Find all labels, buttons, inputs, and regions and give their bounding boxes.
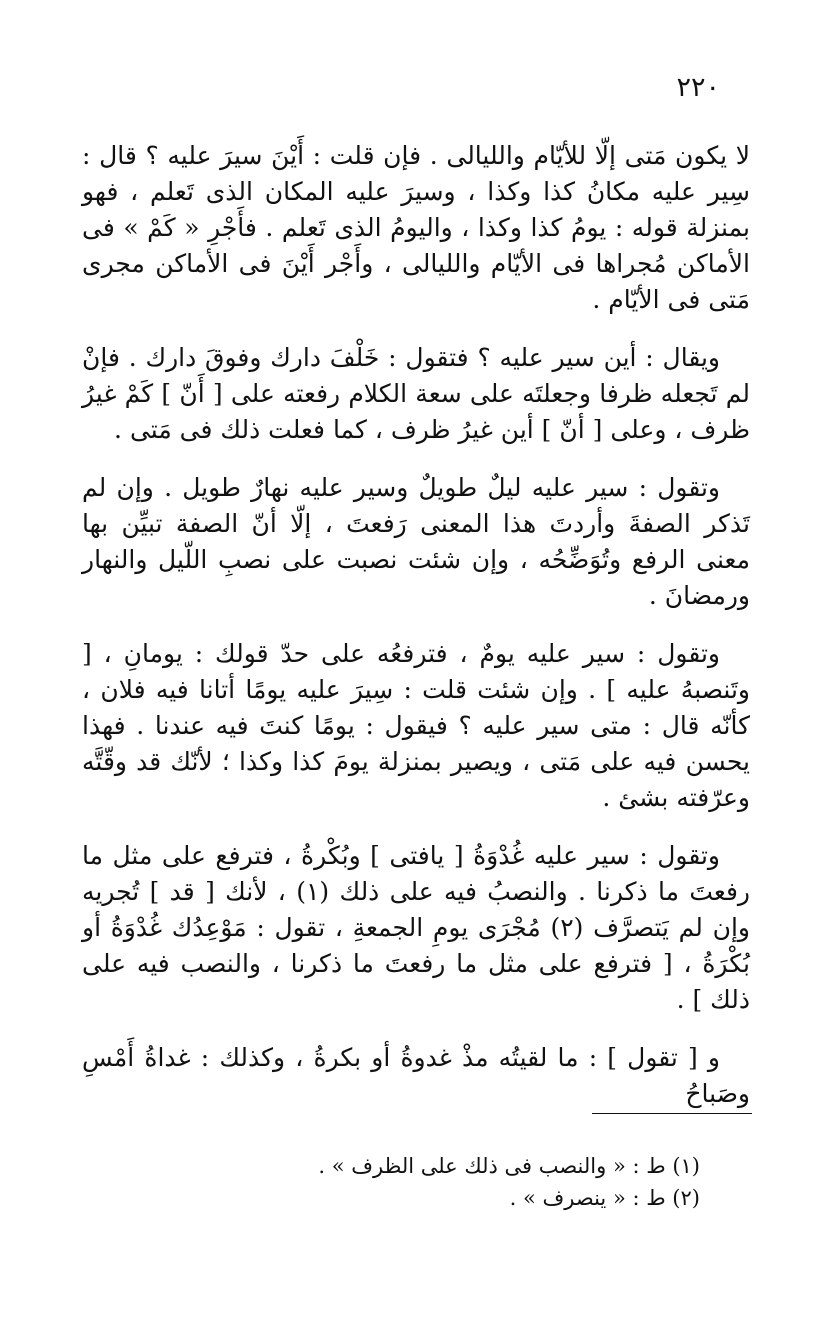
paragraph-5: وتقول : سير عليه غُدْوَةُ [ يافتى ] وبُكْرةُ ، فترفع على مثل ما رفعتَ ما ذكرنا . والنصبُ فيه على ذلك (١) ، لأنك [ قد ] تُجريه وإن لم يَتصرَّف (٢) مُجْرَى يومِ الجمعةِ ، تقول : مَوْعِدُك غُدْوَةُ أو بُكْرَةُ ، [ فترفع على مثل ما رفعتَ ما ذكرنا ، والنصب فيه على ذلك ] . [82, 841, 750, 1014]
page-number: ٢٢٠ [676, 72, 720, 103]
paragraph-4: وتقول : سير عليه يومٌ ، فترفعُه على حدّ قولك : يومانِ ، [ وتَنصبهُ عليه ] . وإن شئت قلت : سِيرَ عليه يومًا أتانا فيه فلان ، كأنّه قال : متى سير عليه ؟ فيقول : يومًا كنتَ فيه عندنا . فهذا يحسن فيه على مَتى ، ويصير بمنزلة يومَ كذا وكذا ؛ لأنّك قد وقّتَّه وعرّفته بشئ . [82, 639, 750, 812]
paragraph-1: لا يكون مَتى إلّا للأيّام والليالى . فإن قلت : أَيْنَ سيرَ عليه ؟ قال : سِير عليه مكانُ كذا وكذا ، وسيرَ عليه المكان الذى تَعلم ، فهو بمنزلة قوله : يومُ كذا وكذا ، واليومُ الذى تَعلم . فأَجْرِ « كَمْ » فى الأماكن مُجراها فى الأيّام والليالى ، وأَجْر أَيْنَ فى الأماكن مجرى مَتى فى الأيّام . [82, 141, 750, 314]
body-text [82, 138, 750, 1112]
footnote-1: (١) ط : « والنصب فى ذلك على الظرف » . [318, 1154, 700, 1178]
footnote-2: (٢) ط : « ينصرف » . [509, 1186, 700, 1210]
paragraph-3: وتقول : سير عليه ليلٌ طويلٌ وسير عليه نهارٌ طويل . وإن لم تَذكر الصفةَ وأردتَ هذا المعنى رَفعتَ ، إلّا أنّ الصفة تبيِّن بها معنى الرفع وتُوَضِّحُه ، وإن شئت نصبت على نصبِ اللّيل والنهار ورمضانَ . [82, 473, 750, 610]
footnotes [140, 1150, 700, 1214]
paragraph-2: ويقال : أين سير عليه ؟ فتقول : خَلْفَ دارك وفوقَ دارك . فإنْ لم تَجعله ظرفا وجعلتَه على سعة الكلام رفعته على [ أَنّ ] كَمْ غيرُ ظرف ، وعلى [ أنّ ] أين غيرُ ظرف ، كما فعلت ذلك فى مَتى . [82, 343, 750, 444]
paragraph-6: و [ تقول ] : ما لقيتُه مذْ غدوةُ أو بكرةُ ، وكذلك : غداةُ أَمْسِ وصَباحُ [82, 1043, 750, 1108]
footnote-separator [592, 1113, 752, 1114]
